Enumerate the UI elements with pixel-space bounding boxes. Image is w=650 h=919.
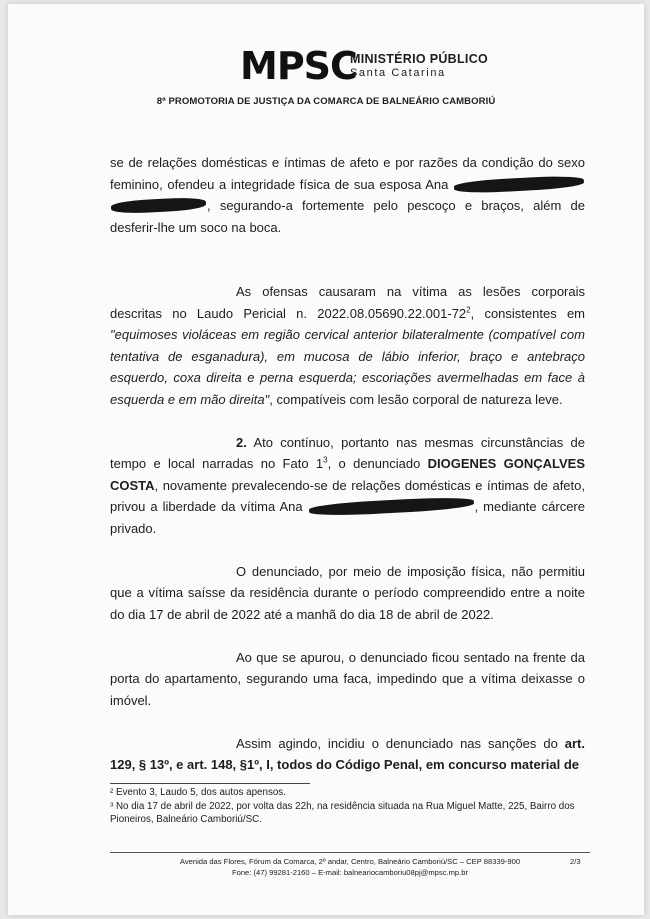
footer-divider: [110, 852, 590, 853]
paragraph-2: As ofensas causaram na vítima as lesões corporais descritas no Laudo Pericial n. $2022.08.05690.22.001-72^2$, consistentes em "equimoses violáceas em região cervical anterior bilateralmente (compatível com tentativa de esganadura), em mucosa de lábio inferior, braço e antebraço esquerdo, coxa direita e perna esquerda; escoriações avermelhadas em face à esquerda e em mão direita", compatíveis com lesão corporal de natureza leve.: [110, 284, 585, 407]
footnote-ref: 2: [466, 305, 471, 315]
mpsc-logo: MPSC: [240, 44, 357, 88]
footnote-3: ³ No dia 17 de abril de 2022, por volta das 22h, na residência situada na Rua Miguel Matte, 225, Bairro dos Pioneiros, Balneário Camboriú/SC.: [110, 800, 575, 825]
footnote-2: ² Evento 3, Laudo 5, dos autos apensos.: [110, 787, 286, 798]
paragraph-5: Ao que se apurou, o denunciado ficou sentado na frente da porta do apartamento, segurando uma faca, impedindo que a vítima deixasse o imóvel.: [110, 649, 585, 708]
page-number: 2/3: [570, 857, 581, 866]
footer-address: Avenida das Flores, Fórum da Comarca, 2º andar, Centro, Balneário Camboriú/SC – CEP 88339-900: [179, 857, 521, 866]
page-footer: [110, 856, 590, 878]
office-title: 8ª PROMOTORIA DE JUSTIÇA DA COMARCA DE BALNEÁRIO CAMBORIÚ: [156, 96, 496, 107]
redaction-mark: [454, 174, 585, 194]
footnotes: [110, 786, 590, 827]
paragraph-4: O denunciado, por meio de imposição física, não permitiu que a vítima saísse da residência durante o período compreendido entre a noite do dia 17 de abril de 2022 até a manhã do dia 18 de abril de 2022.: [110, 563, 585, 622]
footnote-ref: 3: [323, 455, 328, 465]
ministry-name: MINISTÉRIO PÚBLICO: [350, 52, 489, 66]
footer-contact: Fone: (47) 99281-2160 – E-mail: balneariocamboriu08pj@mpsc.mp.br: [231, 868, 469, 877]
state-name: Santa Catarina: [350, 67, 446, 79]
redaction-mark: [308, 496, 473, 518]
footnote-divider: [110, 783, 310, 784]
document-page: [8, 4, 644, 915]
paragraph-6: Assim agindo, incidiu o denunciado nas sanções do art. 129, § 13º, e art. 148, §1º, I, todos do Código Penal, em concurso material de: [110, 735, 585, 772]
defendant-name: DIOGENES GONÇALVES COSTA: [110, 456, 585, 493]
redaction-mark: [111, 197, 207, 215]
letterhead: [8, 44, 644, 114]
paragraph-1: se de relações domésticas e íntimas de afeto e por razões da condição do sexo feminino, ofendeu a integridade física de sua esposa Ana , segurando-a fortemente pelo pescoço e braços, além de desferir-lhe um soco na boca.: [110, 155, 585, 235]
paragraph-3: 2. Ato contínuo, portanto nas mesmas circunstâncias de tempo e local narradas no Fato $1^3$, o denunciado DIOGENES GONÇALVES COSTA, novamente prevalecendo-se de relações domésticas e íntimas de afeto, privou a liberdade da vítima Ana , mediante cárcere privado.: [110, 434, 585, 536]
document-body: [110, 152, 585, 776]
